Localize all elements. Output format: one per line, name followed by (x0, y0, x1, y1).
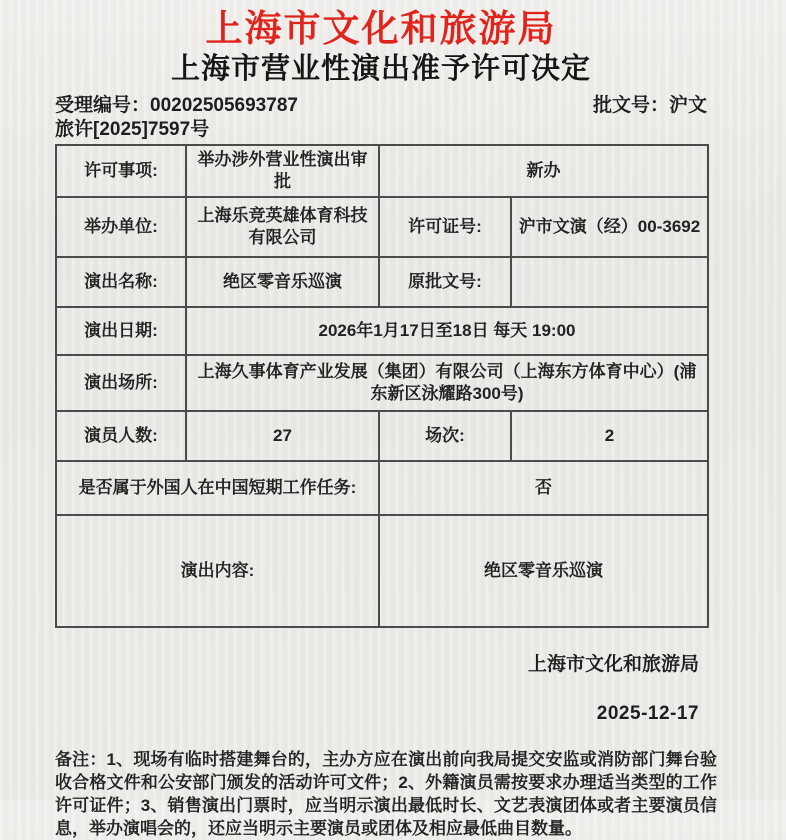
table-row-foreign-work (56, 461, 708, 515)
field-label: 是否属于外国人在中国短期工作任务: (56, 461, 379, 515)
signature-issuer: 上海市文化和旅游局 (527, 654, 699, 675)
field-value: 新办 (379, 145, 708, 197)
table-row-permit-item (56, 145, 708, 197)
field-label: 原批文号: (379, 257, 511, 307)
approval-number-value-part2: 旅许[2025]7597号 (55, 119, 210, 140)
table-row-show-name (56, 257, 708, 307)
field-label: 演出场所: (56, 355, 186, 411)
approval-number-value-part1: 沪文 (668, 95, 707, 116)
field-value: 上海乐竞英雄体育科技有限公司 (186, 197, 379, 257)
table-row-organizer (56, 197, 708, 257)
field-label: 演出日期: (56, 307, 186, 355)
field-value: 2 (511, 411, 708, 461)
field-label: 演员人数: (56, 411, 186, 461)
agency-title: 上海市文化和旅游局 (205, 8, 557, 49)
acceptance-number (55, 94, 298, 117)
field-value: 27 (186, 411, 379, 461)
field-value (511, 257, 708, 307)
acceptance-number-value: 00202505693787 (150, 95, 298, 116)
field-value: 绝区零音乐巡演 (379, 515, 708, 627)
field-label: 演出内容: (56, 515, 379, 627)
table-row-content (56, 515, 708, 627)
document-title: 上海市营业性演出准予许可决定 (170, 53, 591, 85)
field-value: 上海久事体育产业发展（集团）有限公司（上海东方体育中心）(浦东新区泳耀路300号) (186, 355, 708, 411)
field-label: 演出名称: (56, 257, 186, 307)
signature-block (55, 649, 707, 725)
meta-line-1 (55, 94, 707, 117)
field-label: 许可事项: (56, 145, 186, 197)
table-row-show-date (56, 307, 708, 355)
table-row-venue (56, 355, 708, 411)
field-value: 2026年1月17日至18日 每天 19:00 (186, 307, 708, 355)
field-value: 沪市文演（经）00-3692 (511, 197, 708, 257)
field-value: 绝区零音乐巡演 (186, 257, 379, 307)
permit-table (55, 144, 709, 628)
document-meta (55, 94, 707, 141)
field-value: 举办涉外营业性演出审批 (186, 145, 379, 197)
field-label: 举办单位: (56, 197, 186, 257)
acceptance-number-label: 受理编号： (55, 95, 151, 116)
field-label: 许可证号: (379, 197, 511, 257)
remarks-paragraph: 备注：1、现场有临时搭建舞台的，主办方应在演出前向我局提交安监或消防部门舞台验收合格文件和公安部门颁发的活动许可文件；2、外籍演员需按要求办理适当类型的工作许可证件；3、销售演出门票时，应当明示演出最低时长、文艺表演团体或者主要演员信息，举办演唱会的，还应当明示主要演员或团体及相应最低曲目数量。 (55, 750, 717, 838)
signature-date: 2025-12-17 (596, 703, 699, 724)
field-label: 场次: (379, 411, 511, 461)
approval-number-label: 批文号： (592, 95, 669, 116)
approval-number (593, 94, 707, 117)
table-row-performers (56, 411, 708, 461)
field-value: 否 (379, 461, 708, 515)
